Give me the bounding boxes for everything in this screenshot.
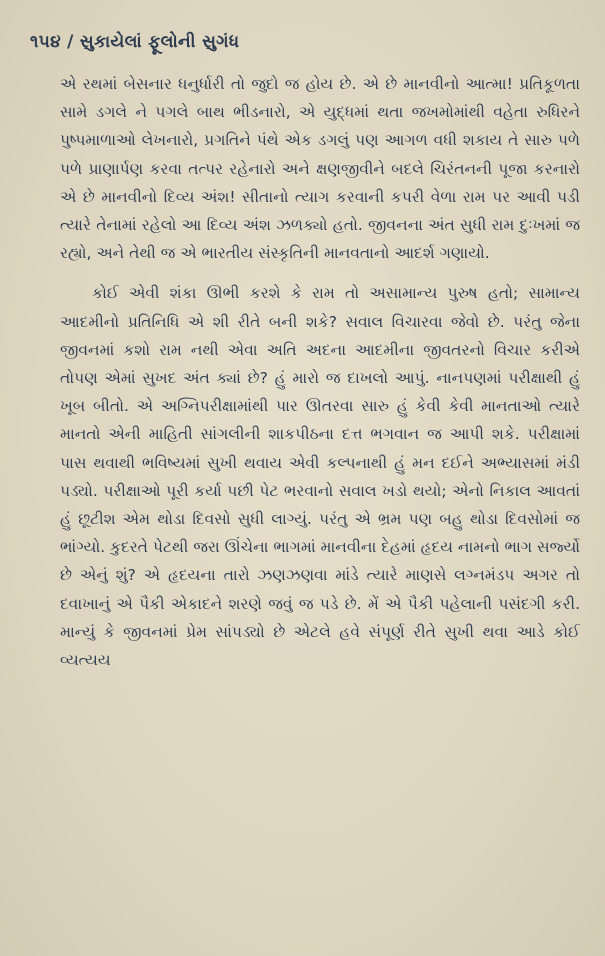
paragraph: કોઈ એવી શંકા ઊભી કરશે કે રામ તો અસામાન્ય પુરુષ હતો; સામાન્ય આદમીનો પ્રતિનિધિ એ શી રીતે બની શકે? સવાલ વિચારવા જેવો છે. પરંતુ જેના જીવનમાં કશો રામ નથી એવા અતિ અદના આદમીના જીવતરનો વિચાર કરીએ તોપણ એમાં સુખદ અંત ક્યાં છે? હું મારો જ દાખલો આપું. નાનપણમાં પરીક્ષાથી હું ખૂબ બીતો. એ અગ્નિપરીક્ષામાંથી પાર ઊતરવા સારુ હું કેવી કેવી માનતાઓ ત્યારે માનતો એની માહિતી સાંગલીની શાકપીઠના દત્ત ભગવાન જ આપી શકે. પરીક્ષામાં પાસ થવાથી ભવિષ્યમાં સુખી થવાય એવી કલ્પનાથી હું મન દઈને અભ્યાસમાં મંડી પડ્યો. પરીક્ષાઓ પૂરી કર્યા પછી પેટ ભરવાનો સવાલ ખડો થયો; એનો નિકાલ આવતાં હું છૂટીશ એમ થોડા દિવસો સુધી લાગ્યું. પરંતુ એ ભ્રમ પણ બહુ થોડા દિવસોમાં જ ભાંગ્યો. કુદરતે પેટથી જરા ઊંચેના ભાગમાં માનવીના દેહમાં હૃદય નામનો ભાગ સર્જ્યો છે એનું શું? એ હૃદયના તારો ઝણઝણવા માંડે ત્યારે માણસે લગ્નમંડપ અગર તો દવાખાનું એ પૈકી એકાદને શરણે જવું જ પડે છે. મેં એ પૈકી પહેલાની પસંદગી કરી. માન્યું કે જીવનમાં પ્રેમ સાંપડ્યો છે એટલે હવે સંપૂર્ણ રીતે સુખી થવા આડે કોઈ વ્યત્યય	[60, 284, 580, 670]
page-body	[60, 70, 580, 674]
running-head: ૧૫૪ / સુકાયેલાં ફૂલોની સુગંધ	[30, 32, 240, 52]
paragraph: એ રથમાં બેસનાર ધનુર્ધારી તો જુદો જ હોય છે. એ છે માનવીનો આત્મા! પ્રતિકૂળતા સામે ડગલે ને પગલે બાથ ભીડનારો, એ યુદ્ધમાં થતા જખમોમાંથી વહેતા રુધિરને પુષ્પમાળાઓ લેખનારો, પ્રગતિને પંથે એક ડગલું પણ આગળ વધી શકાય તે સારુ પળે પળે પ્રાણાર્પણ કરવા તત્પર રહેનારો અને ક્ષણજીવીને બદલે ચિરંતનની પૂજા કરનારો એ છે માનવીનો દિવ્ય અંશ! સીતાનો ત્યાગ કરવાની કપરી વેળા રામ પર આવી પડી ત્યારે તેનામાં રહેલો આ દિવ્ય અંશ ઝળક્યો હતો. જીવનના અંત સુધી રામ દુઃખમાં જ રહ્યો, અને તેથી જ એ ભારતીય સંસ્કૃતિની માનવતાનો આદર્શ ગણાયો.	[60, 75, 580, 263]
